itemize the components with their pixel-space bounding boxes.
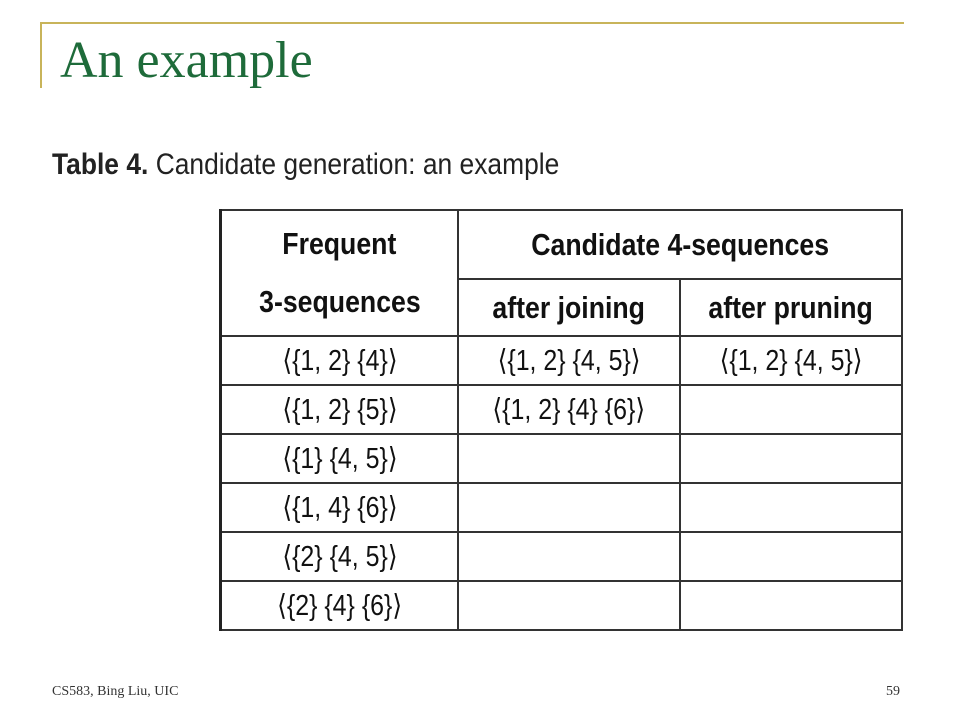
- table-caption: [52, 147, 559, 183]
- cell-after-pruning: [680, 336, 902, 385]
- table-caption-text: Candidate generation: an example: [155, 148, 560, 181]
- header-after-joining: [458, 279, 680, 336]
- cell-joining-text: ⟨{1, 2} {4} {6}⟩: [492, 394, 646, 426]
- cell-frequent-text: ⟨{2} {4} {6}⟩: [277, 590, 402, 622]
- cell-after-joining: [458, 434, 680, 483]
- cell-frequent: [221, 336, 459, 385]
- cell-after-pruning: [680, 483, 902, 532]
- cell-frequent: [221, 581, 459, 630]
- cell-joining-text: ⟨{1, 2} {4, 5}⟩: [497, 345, 641, 377]
- table-row: [221, 581, 903, 630]
- cell-frequent: [221, 483, 459, 532]
- table-caption-label: Table 4.: [52, 148, 149, 181]
- cell-frequent-text: ⟨{1, 4} {6}⟩: [281, 492, 398, 524]
- table-row: [221, 385, 903, 434]
- slide-frame-left-line: [40, 22, 42, 88]
- cell-frequent-text: ⟨{1, 2} {4}⟩: [281, 345, 398, 377]
- header-after-joining-label: after joining: [492, 289, 646, 325]
- cell-frequent-text: ⟨{2} {4, 5}⟩: [281, 541, 398, 573]
- header-frequent-line2: 3-sequences: [258, 284, 421, 319]
- footer-page-number: 59: [886, 684, 900, 699]
- candidate-generation-table: [219, 209, 903, 631]
- slide-frame-top-line: [40, 22, 904, 24]
- slide-title: An example: [60, 32, 313, 89]
- cell-after-joining: [458, 532, 680, 581]
- table-row: [221, 532, 903, 581]
- table-row: [221, 336, 903, 385]
- table-row: [221, 434, 903, 483]
- cell-after-pruning: [680, 532, 902, 581]
- cell-frequent-text: ⟨{1} {4, 5}⟩: [281, 443, 398, 475]
- cell-after-pruning: [680, 385, 902, 434]
- cell-after-joining: [458, 385, 680, 434]
- header-after-pruning: [680, 279, 902, 336]
- header-frequent-line1: Frequent: [282, 226, 397, 261]
- header-candidate-4-sequences: [458, 210, 902, 279]
- cell-after-pruning: [680, 581, 902, 630]
- header-candidate-label: Candidate 4-sequences: [531, 226, 829, 262]
- cell-pruning-text: ⟨{1, 2} {4, 5}⟩: [719, 345, 863, 377]
- cell-after-joining: [458, 483, 680, 532]
- header-after-pruning-label: after pruning: [708, 289, 874, 325]
- cell-after-pruning: [680, 434, 902, 483]
- table-row: [221, 483, 903, 532]
- table-header-row-1: [221, 210, 903, 279]
- cell-frequent: [221, 532, 459, 581]
- cell-after-joining: [458, 336, 680, 385]
- cell-frequent: [221, 434, 459, 483]
- cell-frequent-text: ⟨{1, 2} {5}⟩: [281, 394, 398, 426]
- cell-frequent: [221, 385, 459, 434]
- cell-after-joining: [458, 581, 680, 630]
- header-frequent-3-sequences: [221, 210, 459, 336]
- footer-course-info: CS583, Bing Liu, UIC: [52, 684, 179, 699]
